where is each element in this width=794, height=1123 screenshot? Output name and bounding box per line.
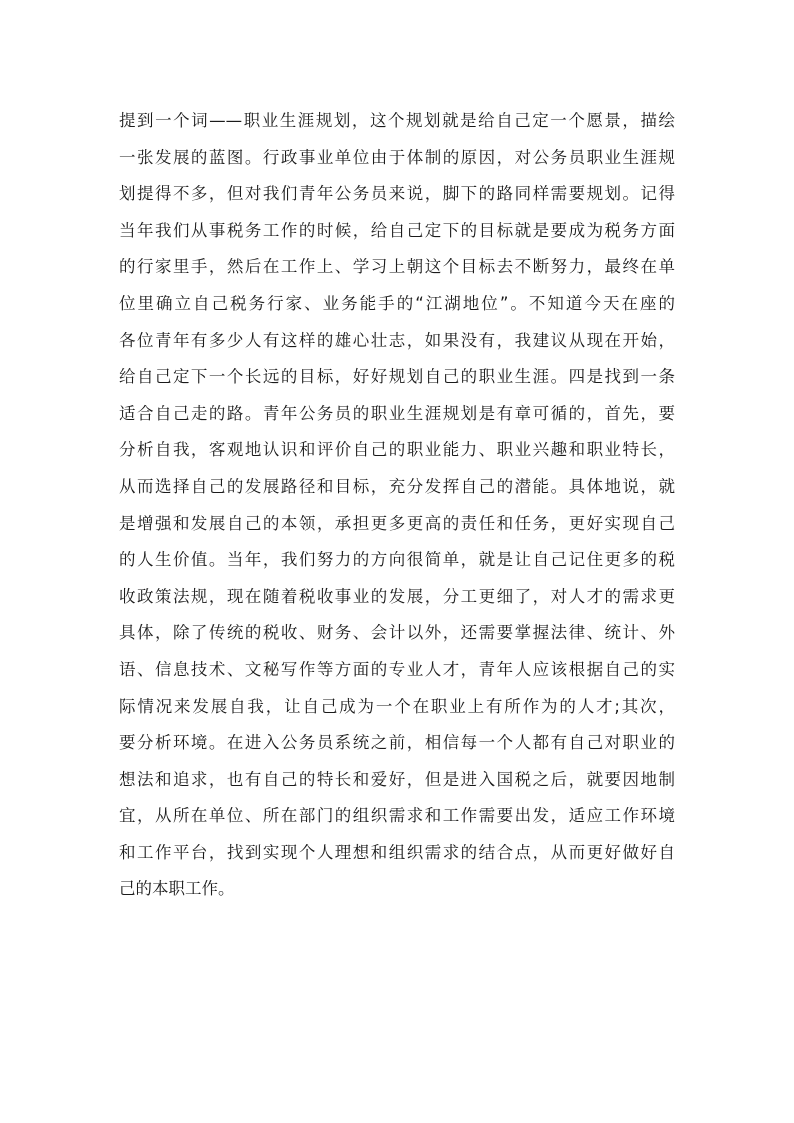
text-line: 给自己定下一个长远的目标，好好规划自己的职业生涯。四是找到一条 xyxy=(119,367,675,387)
text-line: 和工作平台，找到实现个人理想和组织需求的结合点，从而更好做好自 xyxy=(119,842,675,862)
text-line: 分析自我，客观地认识和评价自己的职业能力、职业兴趣和职业特长， xyxy=(119,440,675,460)
text-line: 从而选择自己的发展路径和目标，充分发挥自己的潜能。具体地说，就 xyxy=(119,476,675,496)
text-line: 想法和追求，也有自己的特长和爱好，但是进入国税之后，就要因地制 xyxy=(119,769,675,789)
text-line: 是增强和发展自己的本领，承担更多更高的责任和任务，更好实现自己 xyxy=(119,513,675,533)
text-line: 划提得不多，但对我们青年公务员来说，脚下的路同样需要规划。记得 xyxy=(119,184,675,204)
text-line: 适合自己走的路。青年公务员的职业生涯规划是有章可循的，首先，要 xyxy=(119,403,675,423)
text-line: 语、信息技术、文秘写作等方面的专业人才，青年人应该根据自己的实 xyxy=(119,659,675,679)
text-line: 际情况来发展自我，让自己成为一个在职业上有所作为的人才;其次， xyxy=(119,696,675,716)
body-paragraph xyxy=(119,103,675,908)
text-line: 的人生价值。当年，我们努力的方向很简单，就是让自己记住更多的税 xyxy=(119,550,675,570)
text-line: 己的本职工作。 xyxy=(119,879,235,899)
text-line: 要分析环境。在进入公务员系统之前，相信每一个人都有自己对职业的 xyxy=(119,733,675,753)
text-line: 具体，除了传统的税收、财务、会计以外，还需要掌握法律、统计、外 xyxy=(119,623,675,643)
text-line: 各位青年有多少人有这样的雄心壮志，如果没有，我建议从现在开始， xyxy=(119,330,675,350)
text-line: 当年我们从事税务工作的时候，给自己定下的目标就是要成为税务方面 xyxy=(119,220,675,240)
text-line: 一张发展的蓝图。行政事业单位由于体制的原因，对公务员职业生涯规 xyxy=(119,147,675,167)
text-line: 的行家里手，然后在工作上、学习上朝这个目标去不断努力，最终在单 xyxy=(119,257,675,277)
text-line: 位里确立自己税务行家、业务能手的“江湖地位”。不知道今天在座的 xyxy=(119,293,675,313)
text-line: 宜，从所在单位、所在部门的组织需求和工作需要出发，适应工作环境 xyxy=(119,806,675,826)
text-line: 收政策法规，现在随着税收事业的发展，分工更细了，对人才的需求更 xyxy=(119,586,675,606)
text-line: 提到一个词——职业生涯规划，这个规划就是给自己定一个愿景，描绘 xyxy=(119,111,675,130)
